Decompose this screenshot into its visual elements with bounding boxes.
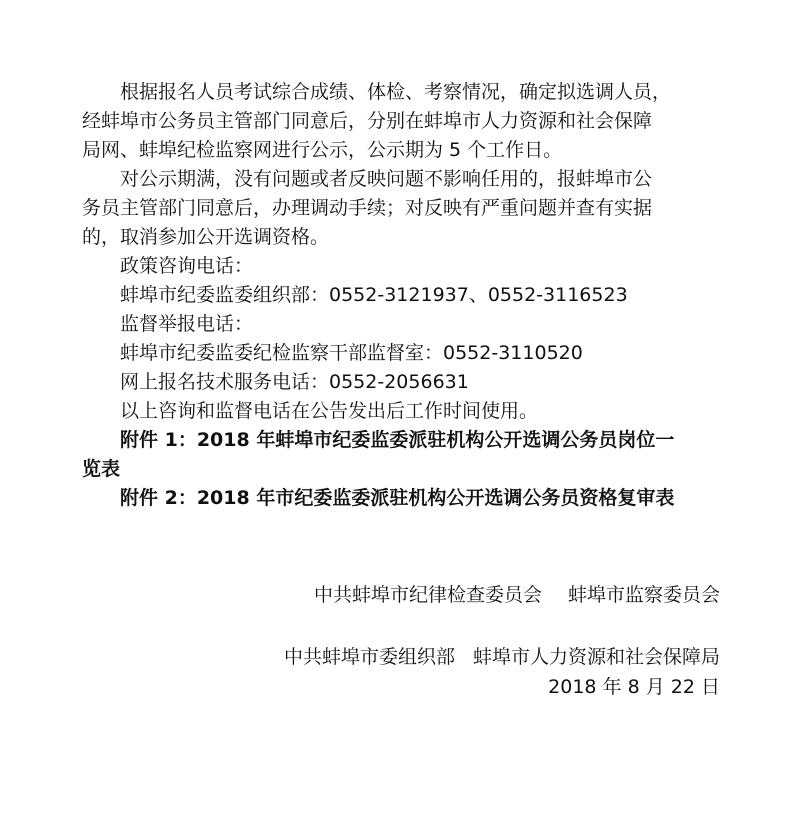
signature-date: 2018 年 8 月 22 日 (548, 676, 720, 698)
attachment-1-line-2: 览表 (82, 458, 121, 480)
paragraph-2-line-2: 务员主管部门同意后，办理调动手续；对反映有严重问题并查有实据 (82, 197, 653, 219)
signature-org-2: 蚌埠市监察委员会 (567, 584, 720, 606)
usage-note: 以上咨询和监督电话在公告发出后工作时间使用。 (120, 400, 539, 422)
paragraph-1-line-2: 经蚌埠市公务员主管部门同意后，分别在蚌埠市人力资源和社会保障 (82, 110, 653, 132)
supervision-phone-value: 蚌埠市纪委监委纪检监察干部监督室：0552-3110520 (120, 342, 583, 364)
signature-line-2 (284, 642, 720, 669)
signature-org-1: 中共蚌埠市纪律检查委员会 (313, 584, 542, 606)
policy-phone-label: 政策咨询电话： (120, 255, 254, 277)
paragraph-2-line-1: 对公示期满，没有问题或者反映问题不影响任用的，报蚌埠市公 (120, 168, 653, 190)
signature-line-1 (314, 580, 720, 607)
paragraph-1-line-1: 根据报名人员考试综合成绩、体检、考察情况，确定拟选调人员， (120, 81, 672, 103)
policy-phone-value: 蚌埠市纪委监委组织部：0552-3121937、0552-3116523 (120, 284, 628, 306)
announcement-body (82, 78, 722, 513)
tech-support-phone: 网上报名技术服务电话：0552-2056631 (120, 371, 469, 393)
supervision-phone-label: 监督举报电话： (120, 313, 254, 335)
paragraph-1-line-3: 局网、蚌埠纪检监察网进行公示，公示期为 5 个工作日。 (82, 139, 563, 161)
signature-org-3: 中共蚌埠市委组织部 (283, 646, 455, 668)
attachment-1-line-1: 附件 1：2018 年蚌埠市纪委监委派驻机构公开选调公务员岗位一 (120, 429, 675, 451)
signature-org-4: 蚌埠市人力资源和社会保障局 (472, 646, 720, 668)
paragraph-2-line-3: 的，取消参加公开选调资格。 (82, 226, 330, 248)
attachment-2: 附件 2：2018 年市纪委监委派驻机构公开选调公务员资格复审表 (120, 487, 675, 509)
